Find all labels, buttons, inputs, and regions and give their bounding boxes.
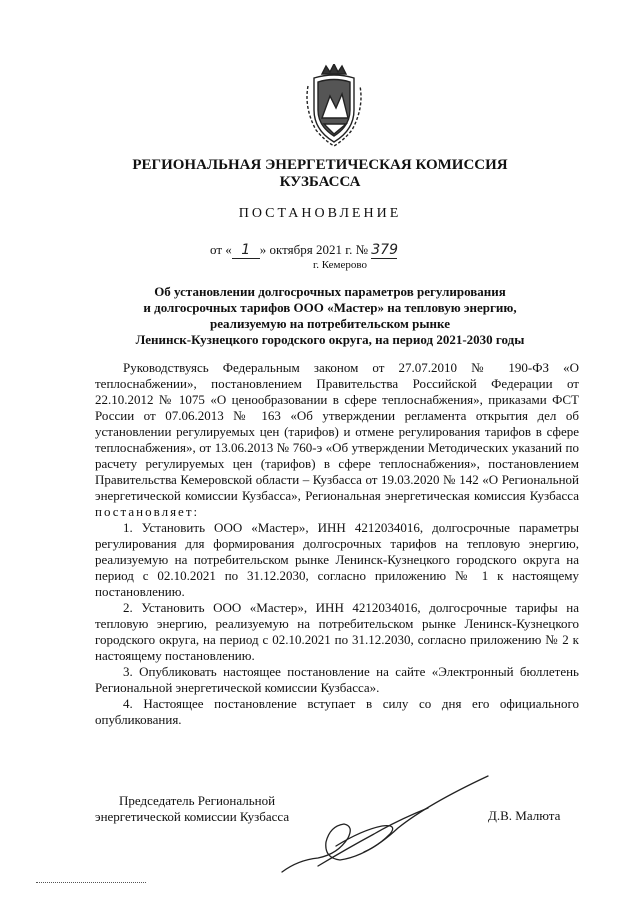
document-type: ПОСТАНОВЛЕНИЕ — [238, 206, 402, 221]
signatory-position — [95, 793, 289, 825]
footer-dotted-line — [36, 882, 146, 883]
decree-word: постановляет: — [95, 504, 200, 519]
date-day-handwritten: 1 — [232, 242, 260, 259]
date-line — [210, 242, 510, 259]
title-line-4: Ленинск-Кузнецкого городского округа, на период 2021-2030 годы — [135, 332, 525, 347]
title-line-2: и долгосрочных тарифов ООО «Мастер» на тепловую энергию, — [143, 300, 517, 315]
item-3: 3. Опубликовать настоящее постановление на сайте «Электронный бюллетень Региональной энергетической комиссии Кузбасса». — [95, 664, 579, 695]
city: г. Кемерово — [312, 259, 368, 271]
position-line-1: Председатель Региональной — [119, 793, 276, 808]
org-line-2: КУЗБАССА — [279, 174, 361, 190]
handwritten-signature — [278, 768, 498, 878]
position-line-2: энергетической комиссии Кузбасса — [95, 809, 290, 824]
title-line-1: Об установлении долгосрочных параметров регулирования — [154, 284, 506, 299]
date-prefix: от « — [210, 242, 232, 257]
organization-name — [0, 157, 640, 191]
item-4: 4. Настоящее постановление вступает в силу со дня его официального опубликования. — [95, 696, 579, 727]
item-2: 2. Установить ООО «Мастер», ИНН 4212034016, долгосрочные тарифы на тепловую энергию, реализуемую на потребительском рынке Ленинск-Кузнецкого городского округа, на период с 02.10.2021 по 31.12.2030, согласно приложению № 2 к настоящему постановлению. — [95, 600, 579, 663]
preamble-paragraph — [95, 360, 579, 520]
document-title — [60, 284, 600, 348]
org-line-1: РЕГИОНАЛЬНАЯ ЭНЕРГЕТИЧЕСКАЯ КОМИССИЯ — [132, 157, 508, 173]
coat-of-arms-emblem — [302, 64, 366, 148]
signatory-name: Д.В. Малюта — [488, 808, 561, 823]
preamble-text: Руководствуясь Федеральным законом от 27.07.2010 № 190-ФЗ «О теплоснабжении», постановлением Правительства Российской Федерации от 22.10.2012 № 1075 «О ценообразовании в сфере теплоснабжения», приказами ФСТ России от 07.06.2013 № 163 «Об утверждении регламента открытия дел об установлении регулируемых цен (тарифов) и отмене регулирования тарифов в сфере теплоснабжения», от 13.06.2013 № 760-э «Об утверждении Методических указаний по расчету регулируемых цен (тарифов) в сфере теплоснабжения», постановлением Правительства Кемеровской области – Кузбасса от 19.03.2020 № 142 «О Региональной энергетической комиссии Кузбасса», Региональная энергетическая комиссия Кузбасса — [95, 360, 579, 503]
title-line-3: реализуемую на потребительском рынке — [210, 316, 450, 331]
item-1: 1. Установить ООО «Мастер», ИНН 4212034016, долгосрочные параметры регулирования для формирования долгосрочных тарифов на тепловую энергию, реализуемую на потребительском рынке Ленинск-Кузнецкого городского округа на период с 02.10.2021 по 31.12.2030, согласно приложению № 1 к настоящему постановлению. — [95, 520, 579, 599]
document-number-handwritten: 379 — [371, 242, 398, 258]
date-middle: » октября 2021 г. № — [259, 242, 369, 257]
document-body — [95, 360, 579, 728]
